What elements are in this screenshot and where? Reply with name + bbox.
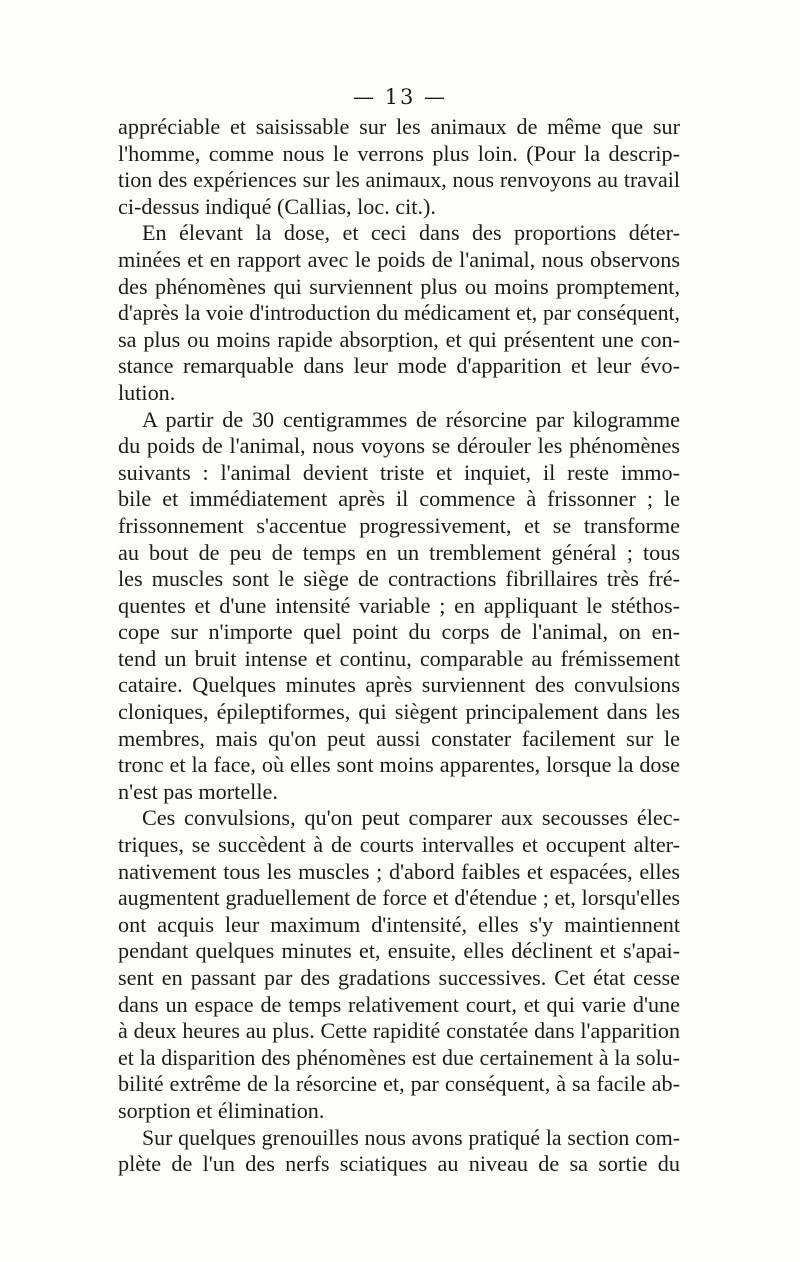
text-line: Ces convulsions, qu'on peut comparer aux secousses élec- (142, 805, 680, 831)
text-line: augmentent graduellement de force et d'étendue ; et, lorsqu'elles (118, 886, 680, 911)
text-line: plète de l'un des nerfs sciatiques au niveau de sa sortie du (118, 1151, 680, 1177)
paragraph-4 (118, 805, 680, 1124)
text-line: stance remarquable dans leur mode d'apparition et leur évo- (118, 353, 680, 379)
text-line: lution. (118, 379, 176, 405)
text-line: n'est pas mortelle. (118, 778, 278, 804)
text-line: les muscles sont le siège de contractions fibrillaires très fré- (118, 566, 680, 592)
text-line: ci-dessus indiqué (Callias, loc. cit.). (118, 193, 436, 219)
text-line: des phénomènes qui surviennent plus ou moins promptement, (118, 273, 680, 299)
text-line: bile et immédiatement après il commence à frissonner ; le (118, 486, 680, 512)
text-line: A partir de 30 centigrammes de résorcine par kilogramme (142, 406, 680, 432)
text-line: et la disparition des phénomènes est due certainement à la solu- (118, 1044, 680, 1070)
text-line: bilité extrême de la résorcine et, par conséquent, à sa facile ab- (118, 1071, 680, 1097)
body-text (118, 114, 680, 1178)
text-line: appréciable et saisissable sur les animaux de même que sur (118, 114, 680, 139)
text-line: nativement tous les muscles ; d'abord faibles et espacées, elles (118, 858, 680, 884)
text-line: Sur quelques grenouilles nous avons pratiqué la section com- (142, 1125, 680, 1150)
paragraph-1 (118, 114, 680, 220)
paragraph-2 (118, 220, 680, 406)
paragraph-5 (118, 1125, 680, 1178)
text-line: cataire. Quelques minutes après surviennent des convulsions (118, 672, 680, 698)
text-line: suivants : l'animal devient triste et inquiet, il reste immo- (118, 459, 680, 485)
text-line: d'après la voie d'introduction du médicament et, par conséquent, (118, 301, 680, 326)
text-line: cope sur n'importe quel point du corps de l'animal, on en- (118, 619, 680, 645)
text-line: sent en passant par des gradations successives. Cet état cesse (118, 965, 680, 990)
text-line: cloniques, épileptiformes, qui siègent principalement dans les (118, 699, 680, 725)
paragraph-3 (118, 407, 680, 806)
text-line: frissonnement s'accentue progressivement, et se transforme (118, 512, 680, 538)
text-line: tion des expériences sur les animaux, nous renvoyons au travail (118, 167, 680, 193)
text-line: quentes et d'une intensité variable ; en appliquant le stéthos- (118, 592, 680, 618)
text-line: sa plus ou moins rapide absorption, et qui présentent une con- (118, 326, 680, 352)
text-line: membres, mais qu'on peut aussi constater facilement sur le (118, 725, 680, 751)
text-line: du poids de l'animal, nous voyons se dérouler les phénomènes (118, 433, 680, 459)
text-line: tronc et la face, où elles sont moins apparentes, lorsque la dose (118, 752, 680, 778)
text-line: ont acquis leur maximum d'intensité, elles s'y maintiennent (118, 911, 680, 937)
page-number: — 13 — (352, 85, 448, 109)
text-line: pendant quelques minutes et, ensuite, elles déclinent et s'apai- (118, 938, 680, 964)
text-line: l'homme, comme nous le verrons plus loin. (Pour la descrip- (118, 140, 680, 166)
text-line: à deux heures au plus. Cette rapidité constatée dans l'apparition (118, 1018, 680, 1044)
text-line: au bout de peu de temps en un tremblement général ; tous (118, 539, 680, 565)
text-line: triques, se succèdent à de courts intervalles et occupent alter- (118, 832, 680, 858)
text-line: dans un espace de temps relativement court, et qui varie d'une (118, 991, 680, 1017)
text-line: tend un bruit intense et continu, comparable au frémissement (118, 645, 680, 671)
text-line: En élevant la dose, et ceci dans des proportions déter- (142, 220, 680, 246)
text-line: sorption et élimination. (118, 1097, 325, 1123)
text-line: minées et en rapport avec le poids de l'animal, nous observons (118, 246, 680, 272)
